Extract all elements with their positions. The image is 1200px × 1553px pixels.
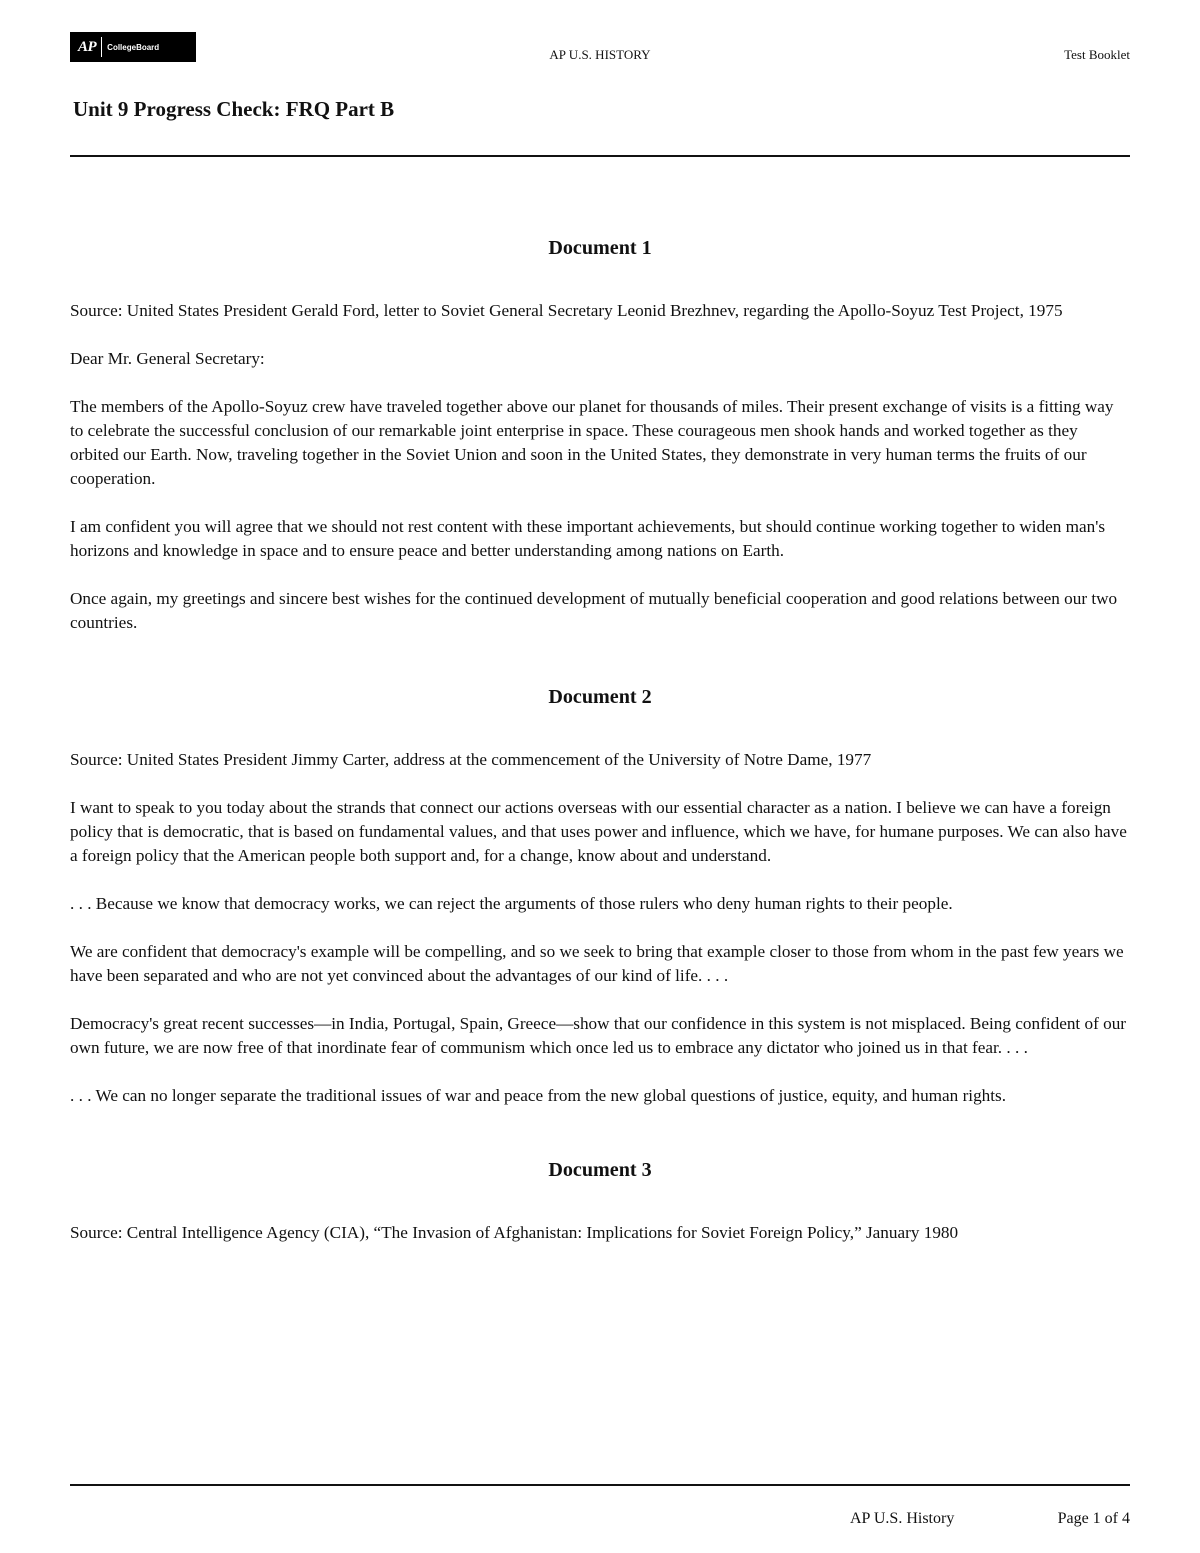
top-divider <box>70 155 1130 157</box>
document-2-paragraph: . . . We can no longer separate the traditional issues of war and peace from the new global questions of justice, equity, and human rights. <box>70 1086 1007 1105</box>
page-title: Unit 9 Progress Check: FRQ Part B <box>73 97 395 121</box>
document-2-source: Source: United States President Jimmy Carter, address at the commencement of the University of Notre Dame, 1977 <box>70 750 872 769</box>
document-3-heading: Document 3 <box>548 1159 652 1181</box>
document-1-paragraph: I am confident you will agree that we should not rest content with these important achievements, but should continue working together to widen man's horizons and knowledge in space and to ensure peace and better understanding among nations on Earth. <box>70 517 1106 560</box>
document-2-paragraph: Democracy's great recent successes—in India, Portugal, Spain, Greece—show that our confidence in this system is not misplaced. Being confident of our own future, we are now free of that inordinate fear of communism which once led us to embrace any dictator who joined us in that fear. . . . <box>70 1014 1127 1057</box>
document-1-paragraph: The members of the Apollo-Soyuz crew have traveled together above our planet for thousands of miles. Their present exchange of visits is a fitting way to celebrate the successful conclusion of our remarkable joint enterprise in space. These courageous men shook hands and worked together as they orbited our Earth. Now, traveling together in the Soviet Union and soon in the United States, they demonstrate in very human terms the fruits of our cooperation. <box>70 397 1114 488</box>
document-1-paragraph: Once again, my greetings and sincere best wishes for the continued development of mutually beneficial cooperation and good relations between our two countries. <box>70 589 1118 632</box>
header-course: AP U.S. HISTORY <box>549 47 651 62</box>
document-2-paragraph: We are confident that democracy's example will be compelling, and so we seek to bring that example closer to those from whom in the past few years we have been separated and who are not yet convinced about the advantages of our kind of life. . . . <box>70 942 1124 985</box>
header-booklet-label: Test Booklet <box>1064 47 1130 62</box>
document-2-heading: Document 2 <box>548 686 652 708</box>
document-2-paragraph: I want to speak to you today about the strands that connect our actions overseas with our essential character as a nation. I believe we can have a foreign policy that is democratic, that is based on fundamental values, and that uses power and influence, which we have, for humane purposes. We can also have a foreign policy that the American people both support and, for a change, know about and understand. <box>70 798 1127 865</box>
bottom-divider <box>70 1484 1130 1486</box>
logo-college-board-text: CollegeBoard <box>107 42 160 52</box>
document-2-paragraph: . . . Because we know that democracy works, we can reject the arguments of those rulers who deny human rights to their people. <box>70 894 953 913</box>
footer-course: AP U.S. History <box>850 1510 955 1527</box>
document-1-heading: Document 1 <box>548 237 652 259</box>
document-content <box>70 236 1130 1245</box>
logo-ap-text: AP <box>78 38 97 55</box>
document-1-salutation: Dear Mr. General Secretary: <box>70 349 265 368</box>
document-1-source: Source: United States President Gerald Ford, letter to Soviet General Secretary Leonid Brezhnev, regarding the Apollo-Soyuz Test Project, 1975 <box>70 301 1063 320</box>
page-number: Page 1 of 4 <box>1057 1510 1130 1527</box>
document-3-source: Source: Central Intelligence Agency (CIA), “The Invasion of Afghanistan: Implications for Soviet Foreign Policy,” January 1980 <box>70 1223 959 1242</box>
